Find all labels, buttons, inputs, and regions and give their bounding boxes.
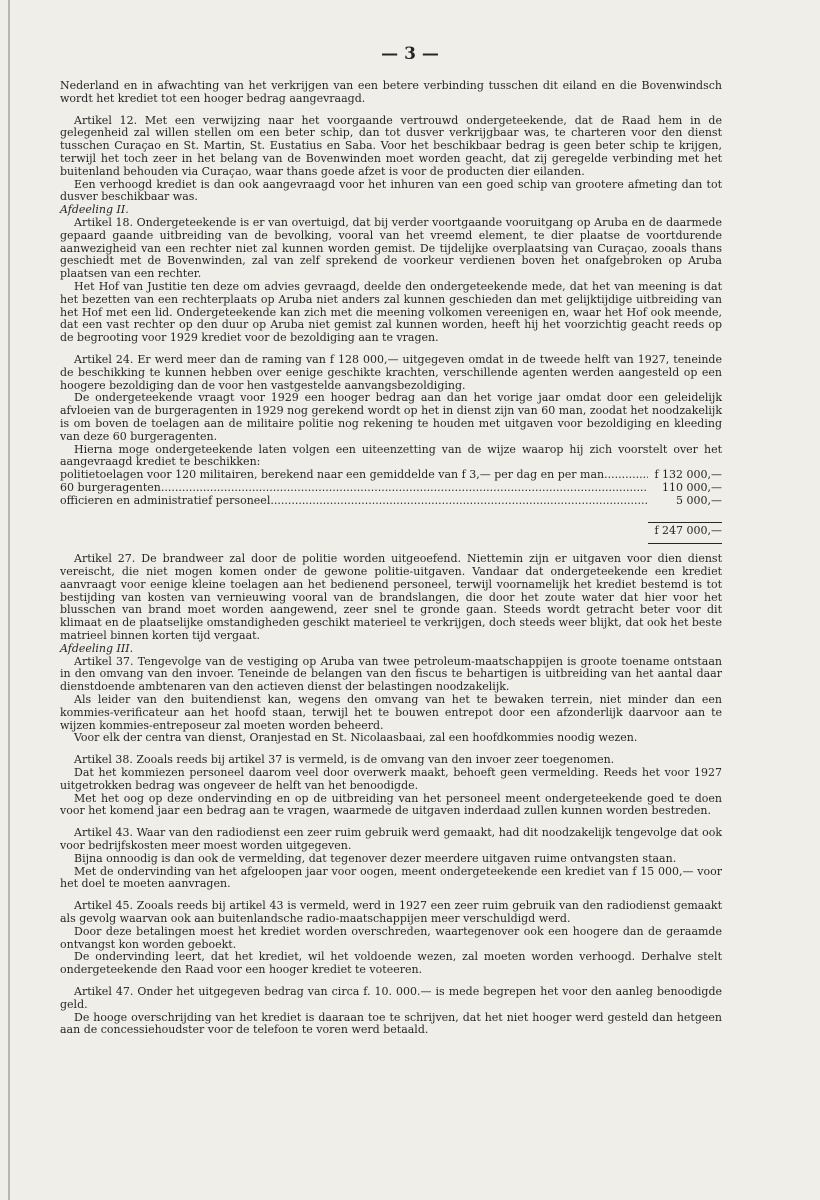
paragraph: Als leider van den buitendienst kan, wegens den omvang van het te bewaken terrein, niet minder dan een kommies-verificateur aan het hoofd staan, terwijl het te bouwen entrepot door een afzonderlijk daarvoor aan te wijzen kommies-entreposeur zal moeten worden beheerd. [60, 693, 722, 732]
budget-label: 60 burgeragenten [60, 480, 161, 494]
paragraph: Artikel 24. Er werd meer dan de raming van f 128 000,— uitgegeven omdat in de tweede helft van 1927, teneinde de beschikking te kunnen hebben over eenige geschikte krachten, verschillende agenten werden aangesteld op een hoogere bezoldiging dan de voor hen vastgestelde aanvangsbezoldiging. [60, 352, 722, 392]
paragraph: Een verhoogd krediet is dan ook aangevraagd voor het inhuren van een goed schip van grootere afmeting dan tot dusver beschikbaar was. [60, 177, 722, 204]
paragraph: Artikel 38. Zooals reeds bij artikel 37 is vermeld, is de omvang van den invoer zeer toegenomen. [74, 753, 615, 767]
budget-label: officieren en administratief personeel [60, 493, 271, 507]
paragraph: De hooge overschrijding van het krediet is daaraan toe te schrijven, dat het niet hooger werd gesteld dan hetgeen aan de concessiehoudster voor de telefoon te voren werd betaald. [60, 1010, 722, 1037]
section-heading: Afdeeling II. [60, 203, 129, 217]
binding-edge [8, 0, 10, 1200]
budget-total: f 247 000,— [654, 523, 722, 537]
paragraph: Artikel 47. Onder het uitgegeven bedrag van circa f. 10. 000.— is mede begrepen het voor den aanleg benoodigde geld. [60, 985, 722, 1011]
paragraph: Voor elk der centra van dienst, Oranjestad en St. Nicolaasbaai, zal een hoofdkommies noodig wezen. [74, 731, 638, 745]
paragraph: Artikel 37. Tengevolge van de vestiging op Aruba van twee petroleum-maatschappijen is groote toename ontstaan in den omvang van den invoer. Teneinde de belangen van den fiscus te behartigen is uitbreiding van het aantal daar dienstdoende ambtenaren van den actieven dienst der belastingen noodzakelijk. [60, 654, 722, 694]
paragraph: Nederland en in afwachting van het verkrijgen van een betere verbinding tusschen dit eiland en die Bovenwindsch wordt het krediet tot een hooger bedrag aangevraagd. [60, 79, 722, 105]
paragraph: Bijna onnoodig is dan ook de vermelding, dat tegenover dezer meerdere uitgaven ruime ontvangsten staan. [74, 851, 677, 865]
budget-row [60, 469, 722, 482]
paragraph: Met de ondervinding van het afgeloopen jaar voor oogen, meent ondergeteekende een krediet van f 15 000,— voor het doel te moeten aanvragen. [60, 864, 722, 891]
paragraph: Door deze betalingen moest het krediet worden overschreden, waartegenover ook een hoogere dan de geraamde ontvangst kon worden geboekt. [60, 924, 722, 951]
budget-label: politietoelagen voor 120 militairen, berekend naar een gemiddelde van f 3,— per dag en per man [60, 468, 605, 482]
paragraph: De ondervinding leert, dat het krediet, wil het voldoende wezen, zal moeten worden verhoogd. Derhalve stelt ondergeteekende den Raad voor een hooger krediet te voteeren. [60, 950, 722, 977]
budget-amount: 5 000,— [676, 493, 722, 507]
leader-dots [270, 495, 648, 508]
budget-amount: 110 000,— [662, 480, 722, 494]
paragraph: Het Hof van Justitie ten deze om advies gevraagd, deelde den ondergeteekende mede, dat het van meening is dat het bezetten van een rechterplaats op Aruba niet anders zal kunnen geschieden dan met gelijktijdige uitbreiding van het Hof met een lid. Ondergeteekende kan zich met die meening volkomen vereenigen en, waar het Hof ook meende, dat een vast rechter op den duur op Aruba niet gemist zal kunnen worden, heeft hij het voorzichtig geacht reeds op de begrooting voor 1929 krediet voor de bezoldiging aan te vragen. [60, 279, 722, 345]
paragraph: Hierna moge ondergeteekende laten volgen een uiteenzetting van de wijze waarop hij zich voorstelt over het aangevraagd krediet te beschikken: [60, 442, 722, 469]
budget-table [60, 469, 722, 544]
leader-dots [604, 469, 648, 482]
paragraph: Artikel 43. Waar van den radiodienst een zeer ruim gebruik werd gemaakt, had dit noodzakelijk tengevolge dat ook voor bedrijfskosten meer moest worden uitgegeven. [60, 826, 722, 853]
paragraph: Artikel 45. Zooals reeds bij artikel 43 is vermeld, werd in 1927 een zeer ruim gebruik van den radiodienst gemaakt als gevolg waarvan ook aan buitenlandsche radio-maatschappijen meer verschuldigd werd. [60, 899, 722, 926]
paragraph: Artikel 12. Met een verwijzing naar het voorgaande vertrouwd ondergeteekende, dat de Raad hem in de gelegenheid zal willen stellen om een beter schip, dan tot dusver verkrijgbaar was, te charteren voor den dienst tusschen Curaçao en St. Martin, St. Eustatius en Saba. Voor het beschikbaar bedrag is geen beter schip te krijgen, terwijl het toch zeer in het belang van de Bovenwinden moet worden geacht, dat zij geregelde verbinding met het buitenland behouden via Curaçao, waar thans goede afzet is voor de producten dier eilanden. [60, 113, 722, 178]
paragraph: Dat het kommiezen personeel daarom veel door overwerk maakt, behoeft geen vermelding. Reeds het voor 1927 uitgetrokken bedrag was ongeveer de helft van het benoodigde. [60, 766, 722, 792]
document-body [60, 80, 722, 1037]
budget-row [60, 495, 722, 508]
paragraph: Met het oog op deze ondervinding en op de uitbreiding van het personeel meent ondergeteekende goed te doen voor het komend jaar een bedrag aan te vragen, waarmede de uitgaven inderdaad zullen kunnen worden bestreden. [60, 791, 722, 818]
paragraph: De ondergeteekende vraagt voor 1929 een hooger bedrag aan dan het vorige jaar omdat door een geleidelijk afvloeien van de burgeragenten in 1929 nog gerekend wordt op het in dienst zijn van 60 man, zoodat het noodzakelijk is om boven de toelagen aan de militaire politie nog rekening te houden met uitgaven voor bezoldiging en kleeding van deze 60 burgeragenten. [60, 391, 722, 443]
paragraph: Artikel 18. Ondergeteekende is er van overtuigd, dat bij verder voortgaande vooruitgang op Aruba en de daarmede gepaard gaande uitbreiding van de bevolking, vooral van het vreemd element, te dier plaatse de voortdurende aanwezigheid van een rechter niet zal kunnen worden gemist. De tijdelijke overplaatsing van Curaçao, zooals thans geschiedt met de Bovenwinden, zal van zelf sprekend de voorkeur verdienen boven het onafgebroken op Aruba plaatsen van een rechter. [60, 215, 722, 281]
budget-amount: f 132 000,— [654, 468, 722, 482]
budget-row [60, 482, 722, 495]
leader-dots [161, 482, 648, 495]
total-rule [648, 543, 722, 544]
paragraph: Artikel 27. De brandweer zal door de politie worden uitgeoefend. Niettemin zijn er uitgaven voor dien dienst vereischt, die niet mogen komen onder de gewone politie-uitgaven. Vandaar dat ondergeteekende een krediet aanvraagt voor eenige kleine toelagen aan het bedienend personeel, terwijl voornamelijk het krediet bestemd is tot bestijding van kosten van vernieuwing vooral van de brandslangen, die door het zoute water dat hier voor het blusschen van brand moet worden aangewend, zeer snel te gronde gaan. Steeds wordt getracht beter voor dit klimaat en de plaatselijke omstandigheden geschikt materieel te verkrijgen, doch steeds weer blijkt, dat ook het beste matrieel binnen korten tijd vergaat. [60, 552, 722, 643]
sum-rule [648, 522, 722, 523]
page-number: — 3 — [381, 44, 439, 64]
section-heading: Afdeeling III. [60, 641, 134, 655]
